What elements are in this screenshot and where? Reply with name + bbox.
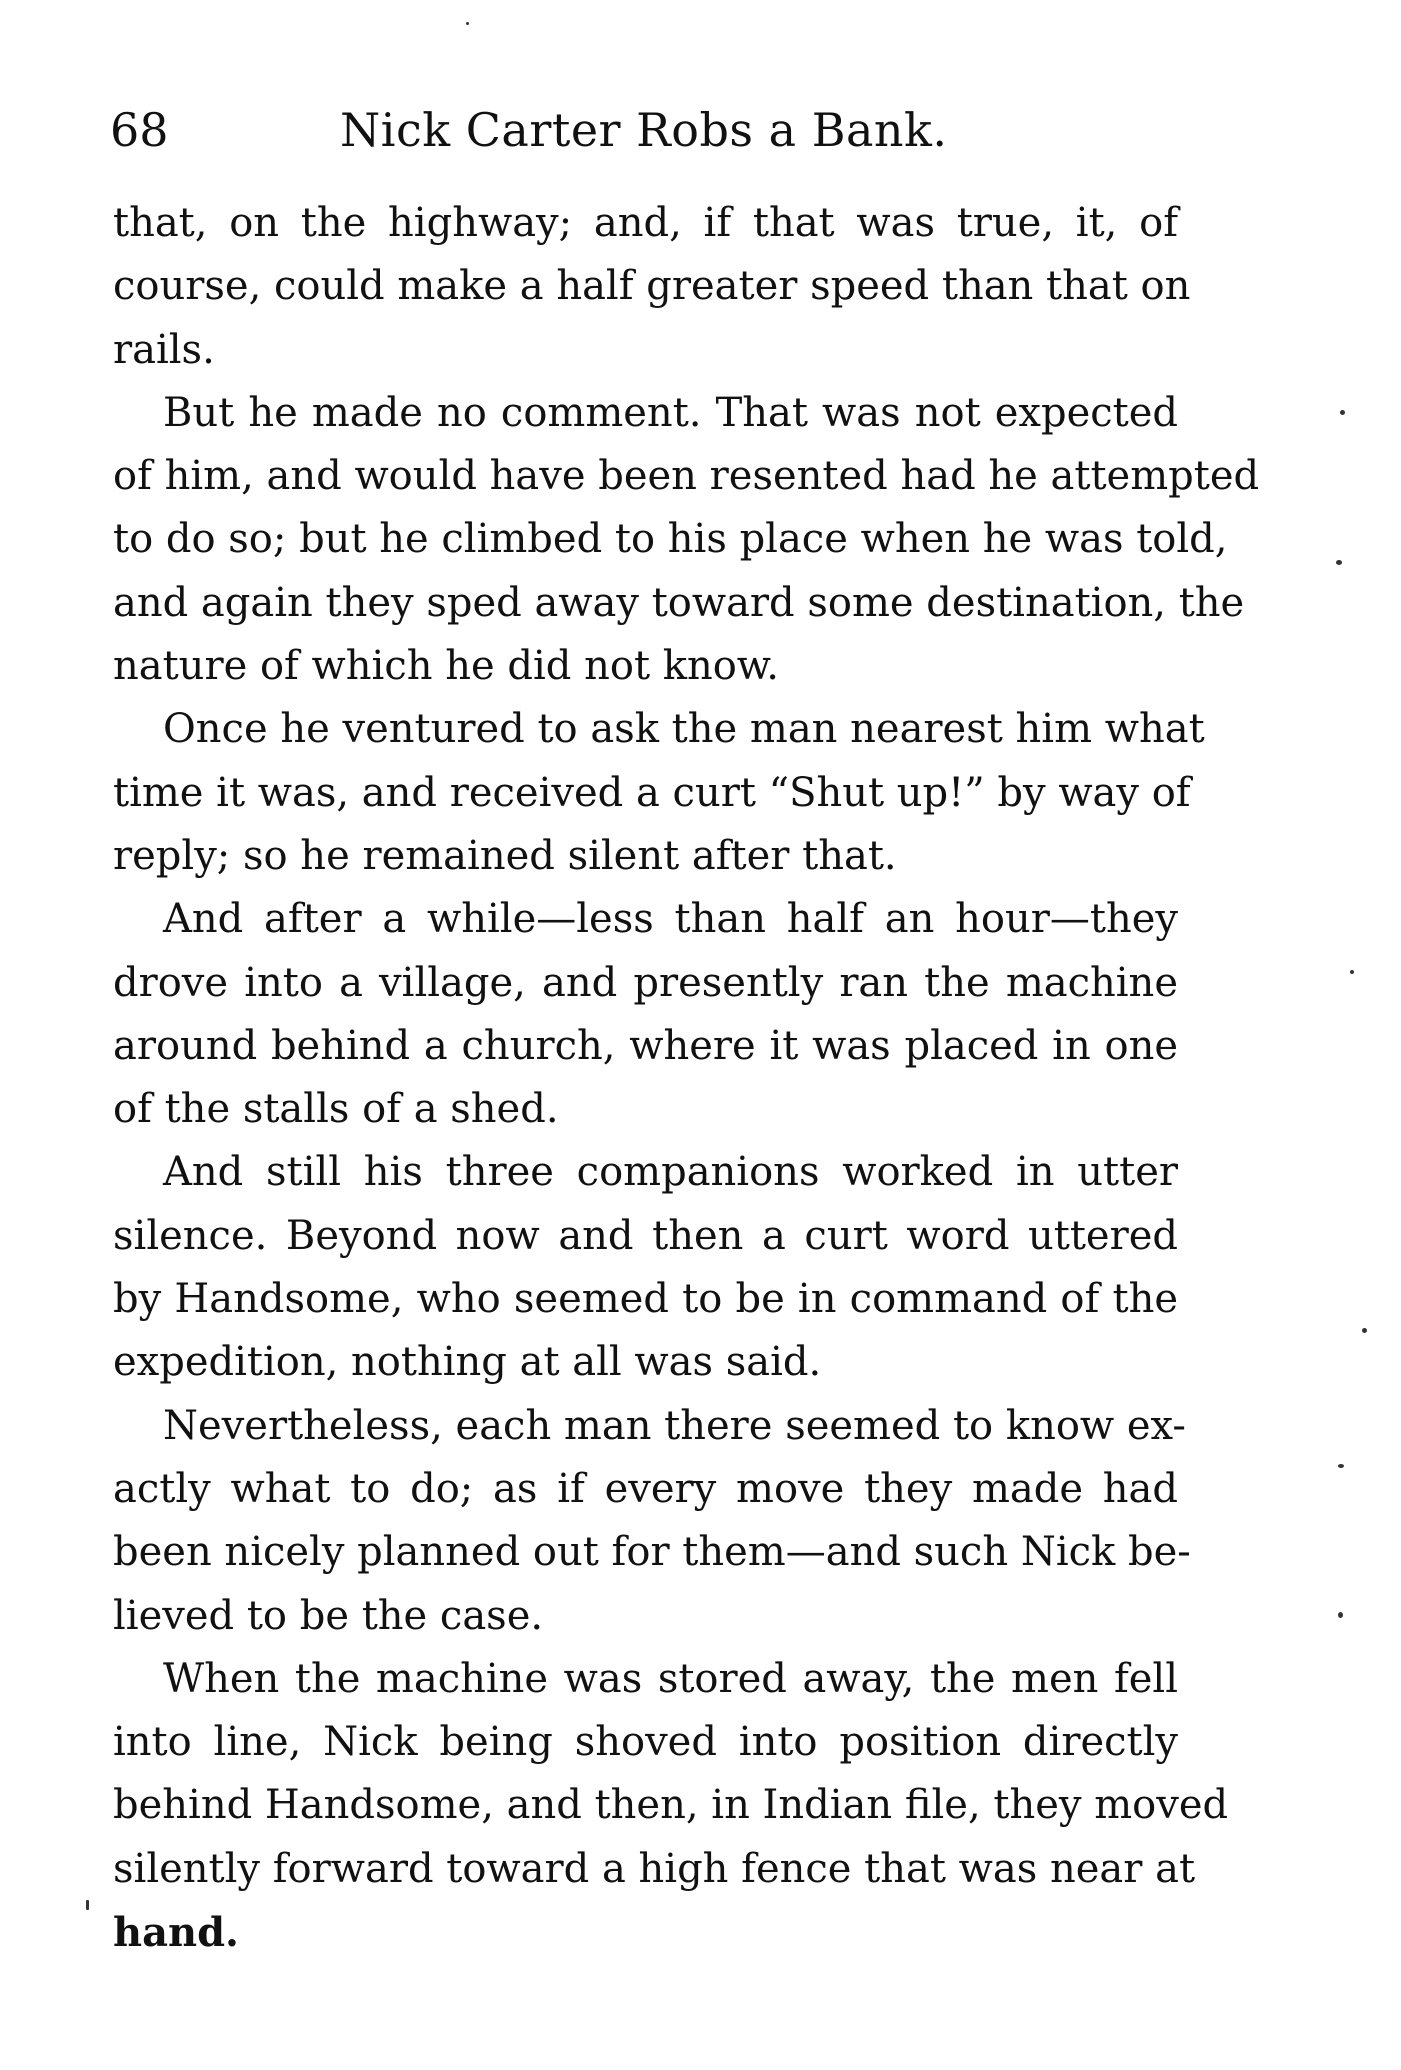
scan-speck	[1338, 1464, 1344, 1468]
text-line: When the machine was stored away, the men fell	[163, 1655, 1178, 1702]
scan-speck	[466, 22, 469, 25]
text-line: around behind a church, where it was placed in one	[113, 1022, 1178, 1069]
scan-speck	[86, 1900, 89, 1910]
scan-speck	[1338, 1612, 1343, 1618]
text-line: And after a while—less than half an hour—they	[163, 896, 1178, 943]
text-line: lieved to be the case.	[113, 1592, 544, 1639]
text-line: into line, Nick being shoved into position directly	[113, 1719, 1178, 1766]
text-line: expedition, nothing at all was said.	[113, 1339, 822, 1386]
text-line: to do so; but he climbed to his place when he was told,	[113, 516, 1228, 563]
text-line: And still his three companions worked in utter	[163, 1149, 1178, 1196]
text-line: actly what to do; as if every move they made had	[113, 1465, 1178, 1512]
text-line: nature of which he did not know.	[113, 643, 780, 690]
text-line: drove into a village, and presently ran the machine	[113, 959, 1178, 1006]
text-line: that, on the highway; and, if that was true, it, of	[113, 200, 1178, 246]
text-line: of the stalls of a shed.	[113, 1086, 559, 1133]
running-head	[110, 100, 1190, 160]
text-line: time it was, and received a curt “Shut up!” by way of	[113, 769, 1191, 816]
text-line: been nicely planned out for them—and such Nick be-	[113, 1529, 1191, 1576]
text-line: reply; so he remained silent after that.	[113, 832, 897, 879]
scan-speck	[1340, 410, 1345, 415]
text-line: behind Handsome, and then, in Indian file, they moved	[113, 1782, 1229, 1829]
text-line: of him, and would have been resented had he attempted	[113, 453, 1260, 500]
text-line: Once he ventured to ask the man nearest him what	[163, 706, 1205, 753]
text-line: course, could make a half greater speed than that on	[113, 263, 1191, 310]
text-line: hand.	[113, 1909, 239, 1957]
text-line: by Handsome, who seemed to be in command of the	[113, 1276, 1178, 1323]
body-text	[113, 192, 1260, 1964]
text-line: But he made no comment. That was not expected	[163, 389, 1178, 436]
page-number: 68	[110, 103, 169, 157]
text-line: rails.	[113, 326, 215, 373]
text-line: and again they sped away toward some destination, the	[113, 579, 1245, 626]
scan-speck	[1362, 1328, 1367, 1333]
scan-speck	[1336, 560, 1342, 565]
scan-speck	[1350, 970, 1354, 974]
running-title: Nick Carter Robs a Bank.	[340, 103, 948, 157]
text-line: silence. Beyond now and then a curt word uttered	[113, 1212, 1178, 1259]
text-line: Nevertheless, each man there seemed to know ex-	[163, 1402, 1186, 1449]
text-line: silently forward toward a high fence that was near at	[113, 1845, 1196, 1892]
